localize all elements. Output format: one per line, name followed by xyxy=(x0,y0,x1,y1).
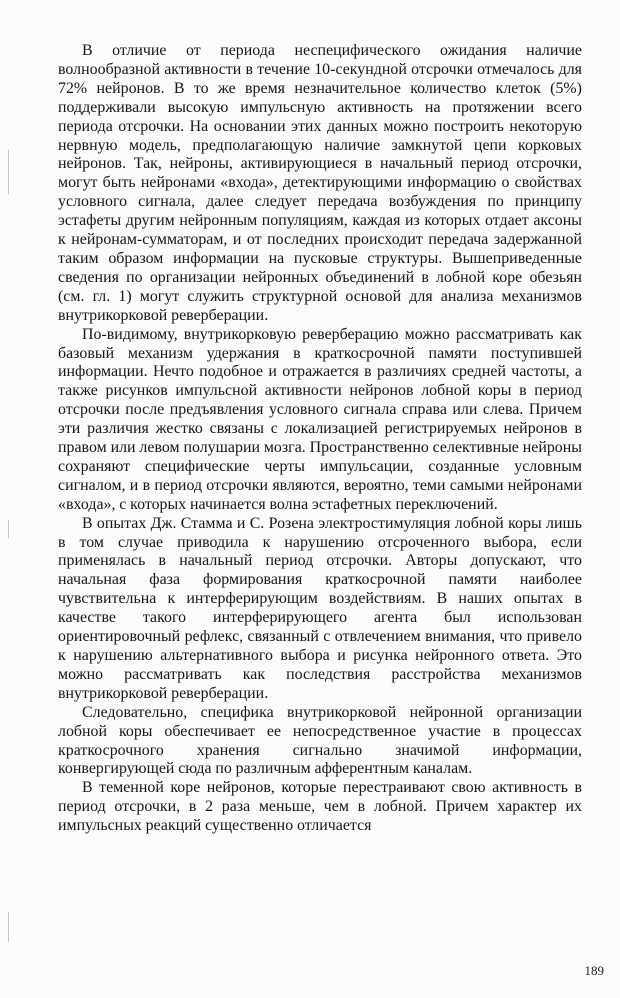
body-paragraph-4: Следовательно, специфика внутрикорковой нейронной организации лобной коры обеспечивает ее непосредственное участие в процессах краткосрочного хранения сигнально значимой информации, конвергирующей сюда по различным афферентным каналам. xyxy=(58,703,582,778)
body-paragraph-3: В опытах Дж. Стамма и С. Розена электростимуляция лобной коры лишь в том случае приводила к нарушению отсроченного выбора, если применялась в начальный период отсрочки. Авторы допускают, что начальная фаза формирования краткосрочной памяти наиболее чувствительна к интерферирующим воздействиям. В наших опытах в качестве такого интерферирующего агента был использован ориентировочный рефлекс, связанный с отвлечением внимания, что привело к нарушению альтернативного выбора и рисунка нейронного ответа. Это можно рассматривать как последствия расстройства механизмов внутрикорковой реверберации. xyxy=(58,514,582,702)
scan-edge-mark-middle xyxy=(8,520,9,538)
book-page-body xyxy=(58,42,582,942)
page-number: 189 xyxy=(584,963,604,978)
scan-edge-mark-bottom xyxy=(8,912,9,942)
body-paragraph-5: В теменной коре нейронов, которые перестраивают свою активность в период отсрочки, в 2 раза меньше, чем в лобной. Причем характер их импульсных реакций существенно отличается xyxy=(58,779,582,835)
body-paragraph-1: В отличие от периода неспецифического ожидания наличие волнообразной активности в течение 10-секундной отсрочки отмечалось для 72% нейронов. В то же время незначительное количество клеток (5%) поддерживали высокую импульсную активность на протяжении всего периода отсрочки. На основании этих данных можно построить некоторую нервную модель, предполагающую наличие замкнутой цепи корковых нейронов. Так, нейроны, активирующиеся в начальный период отсрочки, могут быть нейронами «входа», детектирующими информацию о свойствах условного сигнала, далее следует передача возбуждения по принципу эстафеты другим нейронным популяциям, каждая из которых отдает аксоны к нейронам-сумматорам, и от последних происходит передача задержанной таким образом информации на пусковые структуры. Вышеприведенные сведения по организации нейронных объединений в лобной коре обезьян (см. гл. 1) могут служить структурной основой для анализа механизмов внутрикорковой реверберации. xyxy=(58,42,582,324)
body-paragraph-2: По-видимому, внутрикорковую реверберацию можно рассматривать как базовый механизм удержания в краткосрочной памяти поступившей информации. Нечто подобное и отражается в различиях средней частоты, а также рисунков импульсной активности нейронов лобной коры в период отсрочки после предъявления условного сигнала справа или слева. Причем эти различия жестко связаны с локализацией регистрируемых нейронов в правом или левом полушарии мозга. Пространственно селективные нейроны сохраняют специфические черты импульсации, созданные условным сигналом, и в период отсрочки являются, вероятно, теми самыми нейронами «входа», с которых начинается волна эстафетных переключений. xyxy=(58,325,582,513)
scan-edge-mark-top xyxy=(8,150,9,194)
